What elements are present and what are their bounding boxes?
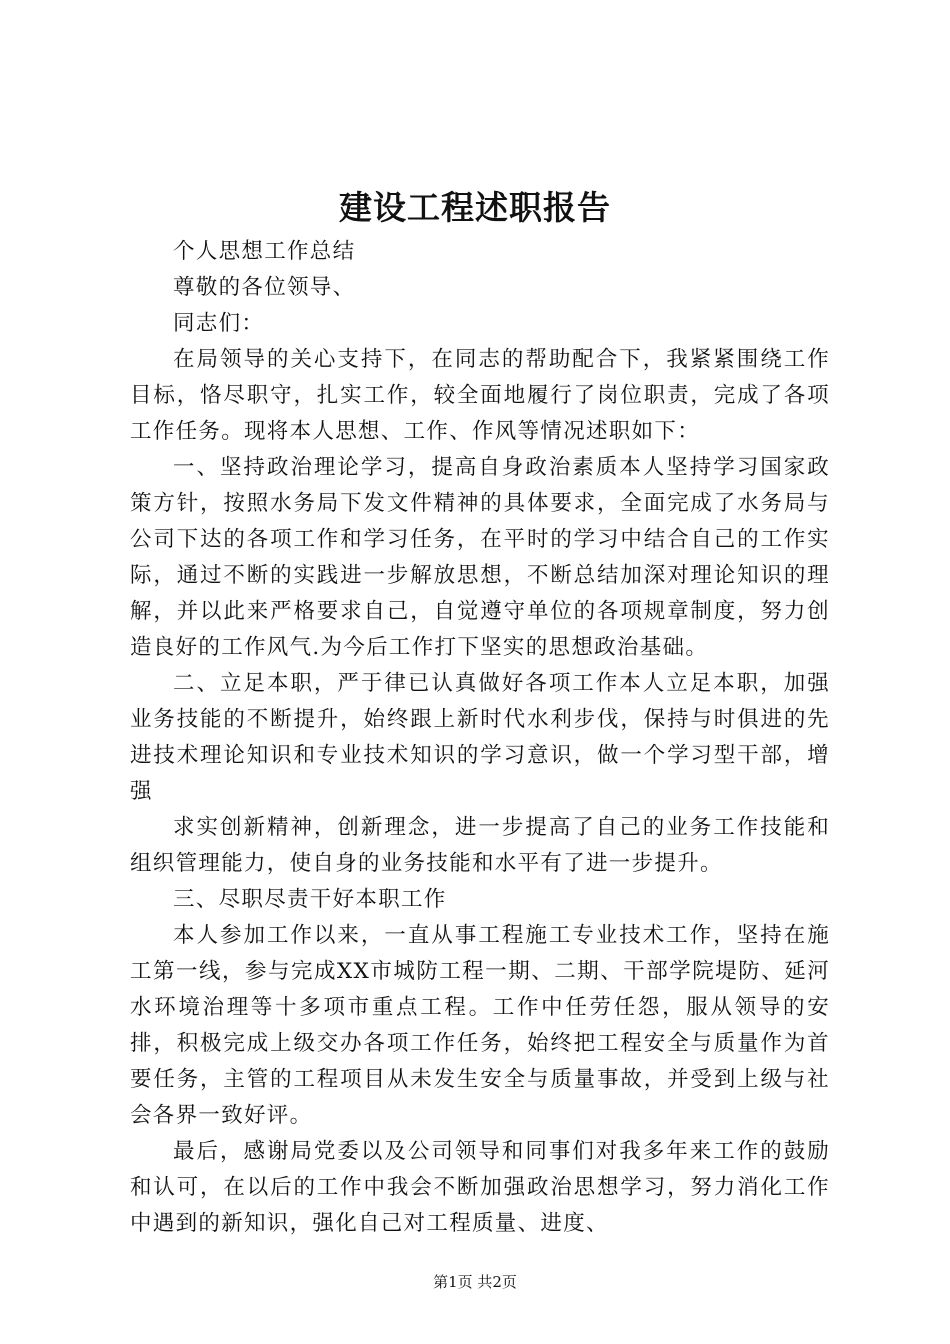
paragraph-section-three: 本人参加工作以来，一直从事工程施工专业技术工作，坚持在施工第一线，参与完成XX市城防工程一期、二期、干部学院堤防、延河水环境治理等十多项市重点工程。工作中任劳任怨，服从领导的安排，积极完成上级交办各项工作任务，始终把工程安全与质量作为首要任务，主管的工程项目从未发生安全与质量事故，并受到上级与社会各界一致好评。 — [130, 923, 830, 1128]
document-body — [130, 234, 830, 1242]
page-number-footer: 第1页 共2页 — [433, 1273, 517, 1291]
paragraph-section-one: 一、坚持政治理论学习，提高自身政治素质本人坚持学习国家政策方针，按照水务局下发文件精神的具体要求，全面完成了水务局与公司下达的各项工作和学习任务，在平时的学习中结合自己的工作实际，通过不断的实践进一步解放思想，不断总结加深对理论知识的理解，并以此来严格要求自己，自觉遵守单位的各项规章制度，努力创造良好的工作风气.为今后工作打下坚实的思想政治基础。 — [130, 455, 830, 660]
paragraph-section-three-heading: 三、尽职尽责干好本职工作 — [173, 887, 447, 912]
paragraph-section-two: 二、立足本职，严于律已认真做好各项工作本人立足本职，加强业务技能的不断提升，始终跟上新时代水利步伐，保持与时俱进的先进技术理论知识和专业技术知识的学习意识，做一个学习型干部，增强 — [130, 671, 830, 804]
paragraph-intro: 在局领导的关心支持下，在同志的帮助配合下，我紧紧围绕工作目标，恪尽职守，扎实工作，较全面地履行了岗位职责，完成了各项工作任务。现将本人思想、工作、作风等情况述职如下： — [130, 347, 830, 444]
paragraph-salutation-continued: 同志们： — [173, 311, 265, 336]
paragraph-closing: 最后，感谢局党委以及公司领导和同事们对我多年来工作的鼓励和认可，在以后的工作中我会不断加强政治思想学习，努力消化工作中遇到的新知识，强化自己对工程质量、进度、 — [130, 1139, 830, 1236]
paragraph-salutation: 尊敬的各位领导、 — [173, 275, 356, 300]
paragraph-section-two-continued: 求实创新精神，创新理念，进一步提高了自己的业务工作技能和组织管理能力，使自身的业务技能和水平有了进一步提升。 — [130, 815, 830, 876]
document-title: 建设工程述职报告 — [339, 188, 611, 227]
paragraph-heading: 个人思想工作总结 — [173, 239, 356, 264]
